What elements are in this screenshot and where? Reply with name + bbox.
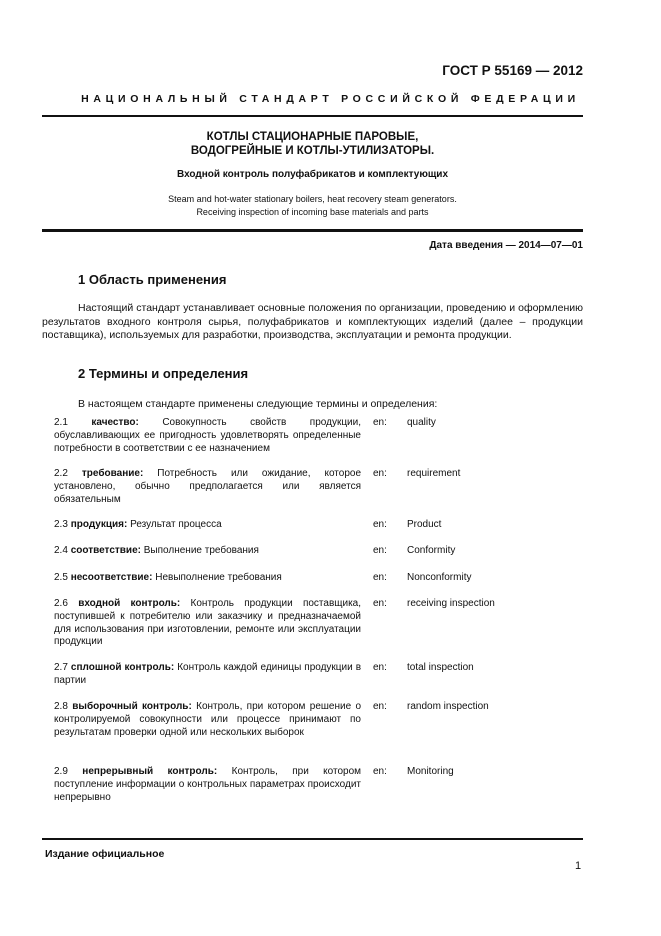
introduction-date: Дата введения — 2014—07—01 xyxy=(429,240,583,251)
title-line-2: ВОДОГРЕЙНЫЕ И КОТЛЫ-УТИЛИЗАТОРЫ. xyxy=(190,145,435,157)
english-title xyxy=(42,193,583,218)
scope-text: Настоящий стандарт устанавливает основные положения по организации, проведению и оформлению результатов входного контроля сырья, полуфабрикатов и комплектующих изделий (далее – продукции поставщика), используемых для разработки, производства, эксплуатации и ремонта продукции. xyxy=(42,302,583,341)
english-title-line-2: Receiving inspection of incoming base materials and parts xyxy=(196,206,429,217)
document-subtitle: Входной контроль полуфабрикатов и комплектующих xyxy=(176,169,449,180)
title-line-1: КОТЛЫ СТАЦИОНАРНЫЕ ПАРОВЫЕ, xyxy=(206,131,419,143)
divider xyxy=(42,115,583,117)
term-definition: 2.8 выборочный контроль: Контроль, при котором решение о контролируемой совокупности или процессе принимают по результатам проверки одной или нескольких выборок xyxy=(54,701,362,738)
section-heading-terms: 2 Термины и определения xyxy=(78,366,249,381)
term-definition: 2.3 продукция: Результат процесса xyxy=(54,519,222,530)
terms-intro: В настоящем стандарте применены следующие термины и определения: xyxy=(78,398,438,410)
term-definition: 2.7 сплошной контроль: Контроль каждой единицы продукции в партии xyxy=(54,662,362,686)
term-definition: 2.6 входной контроль: Контроль продукции поставщика, поступившей к потребителю или заказчику и предназначаемой для использования при изготовлении, ремонте или эксплуатации продукции xyxy=(54,598,362,648)
page-number: 1 xyxy=(575,860,582,872)
term-english: Nonconformity xyxy=(407,572,472,583)
term-english: random inspection xyxy=(407,701,489,712)
english-title-line-1: Steam and hot-water stationary boilers, heat recovery steam generators. xyxy=(168,194,457,204)
term-english: receiving inspection xyxy=(407,598,495,609)
term-definition: 2.1 качество: Совокупность свойств продукции, обуславливающих ее пригодность удовлетворять определенные потребности в соответствии с ее назначением xyxy=(54,417,362,454)
term-lang-label: en: xyxy=(373,468,387,479)
national-standard-banner: НАЦИОНАЛЬНЫЙ СТАНДАРТ РОССИЙСКОЙ ФЕДЕРАЦИИ xyxy=(81,93,580,105)
term-lang-label: en: xyxy=(373,701,387,712)
term-lang-label: en: xyxy=(373,662,387,673)
term-english: total inspection xyxy=(407,662,474,673)
term-definition: 2.2 требование: Потребность или ожидание, которое установлено, обычно предполагается или является обязательным xyxy=(54,468,362,505)
term-english: Product xyxy=(407,519,442,530)
term-lang-label: en: xyxy=(373,572,387,583)
official-edition-label: Издание официальное xyxy=(45,848,165,860)
term-definition: 2.9 непрерывный контроль: Контроль, при котором поступление информации о контрольных параметрах происходит непрерывно xyxy=(54,766,362,803)
section-heading-scope: 1 Область применения xyxy=(78,272,227,287)
standard-id: ГОСТ Р 55169 — 2012 xyxy=(442,63,583,78)
term-lang-label: en: xyxy=(373,598,387,609)
term-lang-label: en: xyxy=(373,766,387,777)
divider xyxy=(42,229,583,232)
document-title xyxy=(42,130,583,158)
term-english: requirement xyxy=(407,468,461,479)
scope-paragraph xyxy=(42,302,583,343)
term-english: Monitoring xyxy=(407,766,454,777)
term-english: Conformity xyxy=(407,545,456,556)
term-lang-label: en: xyxy=(373,417,387,428)
term-lang-label: en: xyxy=(373,545,387,556)
term-definition: 2.5 несоответствие: Невыполнение требования xyxy=(54,572,282,583)
term-definition: 2.4 соответствие: Выполнение требования xyxy=(54,545,259,556)
term-lang-label: en: xyxy=(373,519,387,530)
term-english: quality xyxy=(407,417,436,428)
footer-divider xyxy=(42,838,583,840)
